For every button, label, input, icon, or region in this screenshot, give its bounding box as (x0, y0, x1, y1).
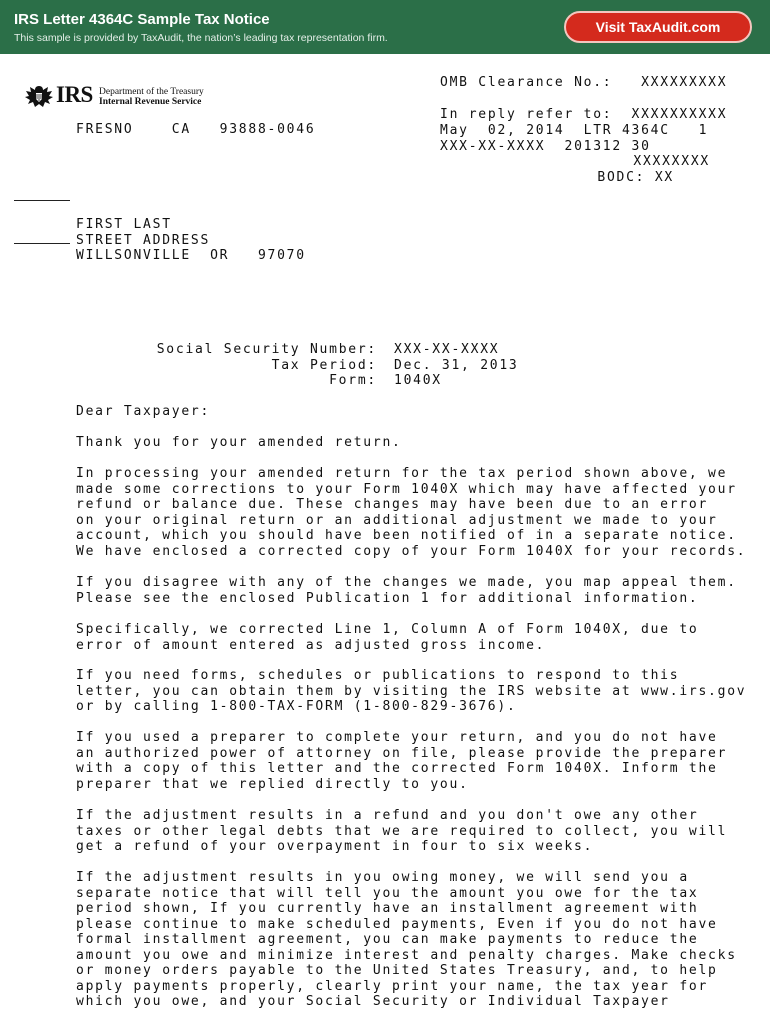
bodc-code: BODC: XX (597, 170, 674, 185)
banner-subtitle: This sample is provided by TaxAudit, the nation’s leading tax representation firm. (14, 32, 388, 44)
reply-reference: In reply refer to: XXXXXXXXXX (440, 107, 728, 122)
tax-period-label: Tax Period: (271, 358, 377, 373)
fold-mark-top (14, 200, 70, 201)
paragraph-preparer: If you used a preparer to complete your return, and you do not have an authorized power of attorney on file, please provide the preparer with a copy of this letter and the corrected Form 1040X. Inform the preparer that we replied directly to you. (76, 730, 728, 792)
paragraph-refund: If the adjustment results in a refund and you don't owe any other taxes or other legal debts that we are required to collect, you will get a refund of your overpayment in four to six weeks. (76, 808, 728, 854)
letter-date: May 02, 2014 LTR 4364C 1 (440, 123, 709, 138)
treasury-department-label (99, 87, 204, 107)
irs-wordmark: IRS (56, 82, 93, 107)
paragraph-owing: If the adjustment results in you owing money, we will send you a separate notice that will tell you the amount you owe for the tax period shown, If you currently have an installment agreement with please continue to make scheduled payments, Even if you do not have formal installment agreement, you can make payments to reduce the amount you owe and minimize interest and penalty charges. Make checks or money orders payable to the United States Treasury, and, to help apply payments properly, clearly print your name, the tax year for which you owe, and your Social Security or Individual Taxpayer (76, 870, 737, 1009)
ssn-label: Social Security Number: (156, 342, 377, 357)
dept-line-1: Department of the Treasury (99, 87, 204, 97)
fold-mark-bottom (14, 243, 70, 244)
ssn-value: XXX-XX-XXXX (394, 342, 500, 357)
sender-city-line: FRESNO CA 93888-0046 (76, 122, 316, 137)
top-banner (0, 0, 770, 54)
paragraph-forms: If you need forms, schedules or publications to respond to this letter, you can obtain them by visiting the IRS website at www.irs.gov or by calling 1-800-TAX-FORM (1-800-829-3676). (76, 668, 747, 714)
recipient-city: WILLSONVILLE OR 97070 (76, 248, 306, 263)
recipient-name: FIRST LAST (76, 217, 172, 232)
eagle-icon (24, 83, 54, 111)
omb-clearance: OMB Clearance No.: XXXXXXXXX (440, 75, 728, 90)
paragraph-disagree: If you disagree with any of the changes we made, you map appeal them. Please see the enclosed Publication 1 for additional information. (76, 575, 737, 606)
salutation: Dear Taxpayer: (76, 404, 211, 419)
paragraph-correction: Specifically, we corrected Line 1, Column A of Form 1040X, due to error of amount entered as adjusted gross income. (76, 622, 699, 653)
form-value: 1040X (394, 373, 442, 388)
tax-period-value: Dec. 31, 2013 (394, 358, 519, 373)
visit-taxaudit-button[interactable]: Visit TaxAudit.com (564, 11, 752, 43)
paragraph-thanks: Thank you for your amended return. (76, 435, 402, 450)
dept-line-2: Internal Revenue Service (99, 97, 202, 107)
paragraph-processing: In processing your amended return for the tax period shown above, we made some corrections to your Form 1040X which may have affected your refund or balance due. These changes may have been due to an error on your original return or an additional adjustment we made to your account, which you should have been notified of in a separate notice. We have enclosed a corrected copy of your Form 1040X for your records. (76, 466, 747, 559)
reference-code: XXXXXXXX (633, 154, 710, 169)
recipient-street: STREET ADDRESS (76, 233, 211, 248)
banner-title: IRS Letter 4364C Sample Tax Notice (14, 11, 270, 28)
reference-number: XXX-XX-XXXX 201312 30 (440, 139, 651, 154)
form-label: Form: (329, 373, 377, 388)
